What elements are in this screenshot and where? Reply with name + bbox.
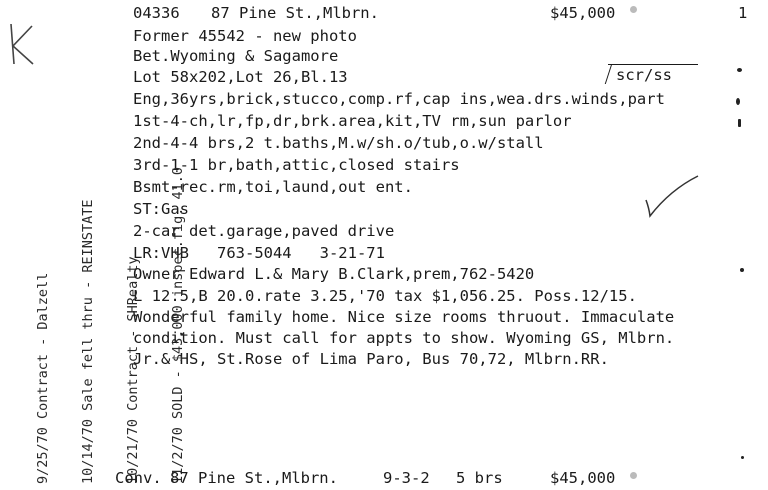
- check-mark-icon: [640, 172, 702, 220]
- body-line: Bsmt-rec.rm,toi,laund,out ent.: [133, 178, 413, 196]
- body-line: Bet.Wyoming & Sagamore: [133, 47, 339, 65]
- ink-dot: [737, 68, 742, 72]
- body-line: Former 45542 - new photo: [133, 27, 357, 45]
- annotation-mark: [605, 64, 612, 84]
- footer-bedrooms: 5 brs: [456, 469, 503, 487]
- annotation-scr-ss: scr/ss: [616, 66, 672, 84]
- footer-code: 9-3-2: [383, 469, 430, 487]
- body-line: Lot 58x202,Lot 26,Bl.13: [133, 68, 348, 86]
- body-line: 2-car det.garage,paved drive: [133, 222, 395, 240]
- handwritten-letter-k: [2, 20, 36, 68]
- body-line: Jr.& HS, St.Rose of Lima Paro, Bus 70,72, Mlbrn.RR.: [133, 350, 609, 368]
- body-line: 1st-4-ch,lr,fp,dr,brk.area,kit,TV rm,sun parlor: [133, 112, 572, 130]
- footer-price: $45,000: [550, 469, 616, 487]
- side-note: 10/14/70 Sale fell thru - REINSTATE: [80, 199, 96, 484]
- body-line: condition. Must call for appts to show. Wyoming GS, Mlbrn.: [133, 329, 675, 347]
- side-note: 10/21/70 Contract - SHRealty: [125, 256, 141, 484]
- annotation-bar: [608, 64, 698, 65]
- ink-dot: [741, 456, 744, 459]
- ink-dot: [736, 98, 740, 105]
- side-notes: [6, 167, 216, 484]
- body-line: 3rd-1-1 br,bath,attic,closed stairs: [133, 156, 460, 174]
- footer-prefix: Conv.: [115, 469, 162, 487]
- body-line: ST:Gas: [133, 200, 189, 218]
- side-note: 11/2/70 SOLD - $43,000 inspec.fig. 41.0: [170, 167, 186, 484]
- body-line: L 12.5,B 20.0.rate 3.25,'70 tax $1,056.25. Poss.12/15.: [133, 287, 637, 305]
- body-line: LR:VHB 763-5044 3-21-71: [133, 244, 385, 262]
- body-line: Owner Edward L.& Mary B.Clark,prem,762-5420: [133, 265, 535, 283]
- card-number: 1: [738, 4, 748, 22]
- hole-mark: [630, 472, 637, 479]
- header-price: $45,000: [550, 4, 616, 22]
- footer-address: 87 Pine St.,Mlbrn.: [170, 469, 338, 487]
- ink-dot: [740, 268, 744, 272]
- side-note: 9/25/70 Contract - Dalzell: [35, 272, 51, 484]
- body-line: 2nd-4-4 brs,2 t.baths,M.w/sh.o/tub,o.w/stall: [133, 134, 544, 152]
- listing-number: 04336: [133, 4, 180, 22]
- hole-mark: [630, 6, 637, 13]
- body-line: Wonderful family home. Nice size rooms thruout. Immaculate: [133, 308, 675, 326]
- header-address: 87 Pine St.,Mlbrn.: [211, 4, 379, 22]
- ink-dot: [738, 119, 741, 127]
- body-line: Eng,36yrs,brick,stucco,comp.rf,cap ins,wea.drs.winds,part: [133, 90, 665, 108]
